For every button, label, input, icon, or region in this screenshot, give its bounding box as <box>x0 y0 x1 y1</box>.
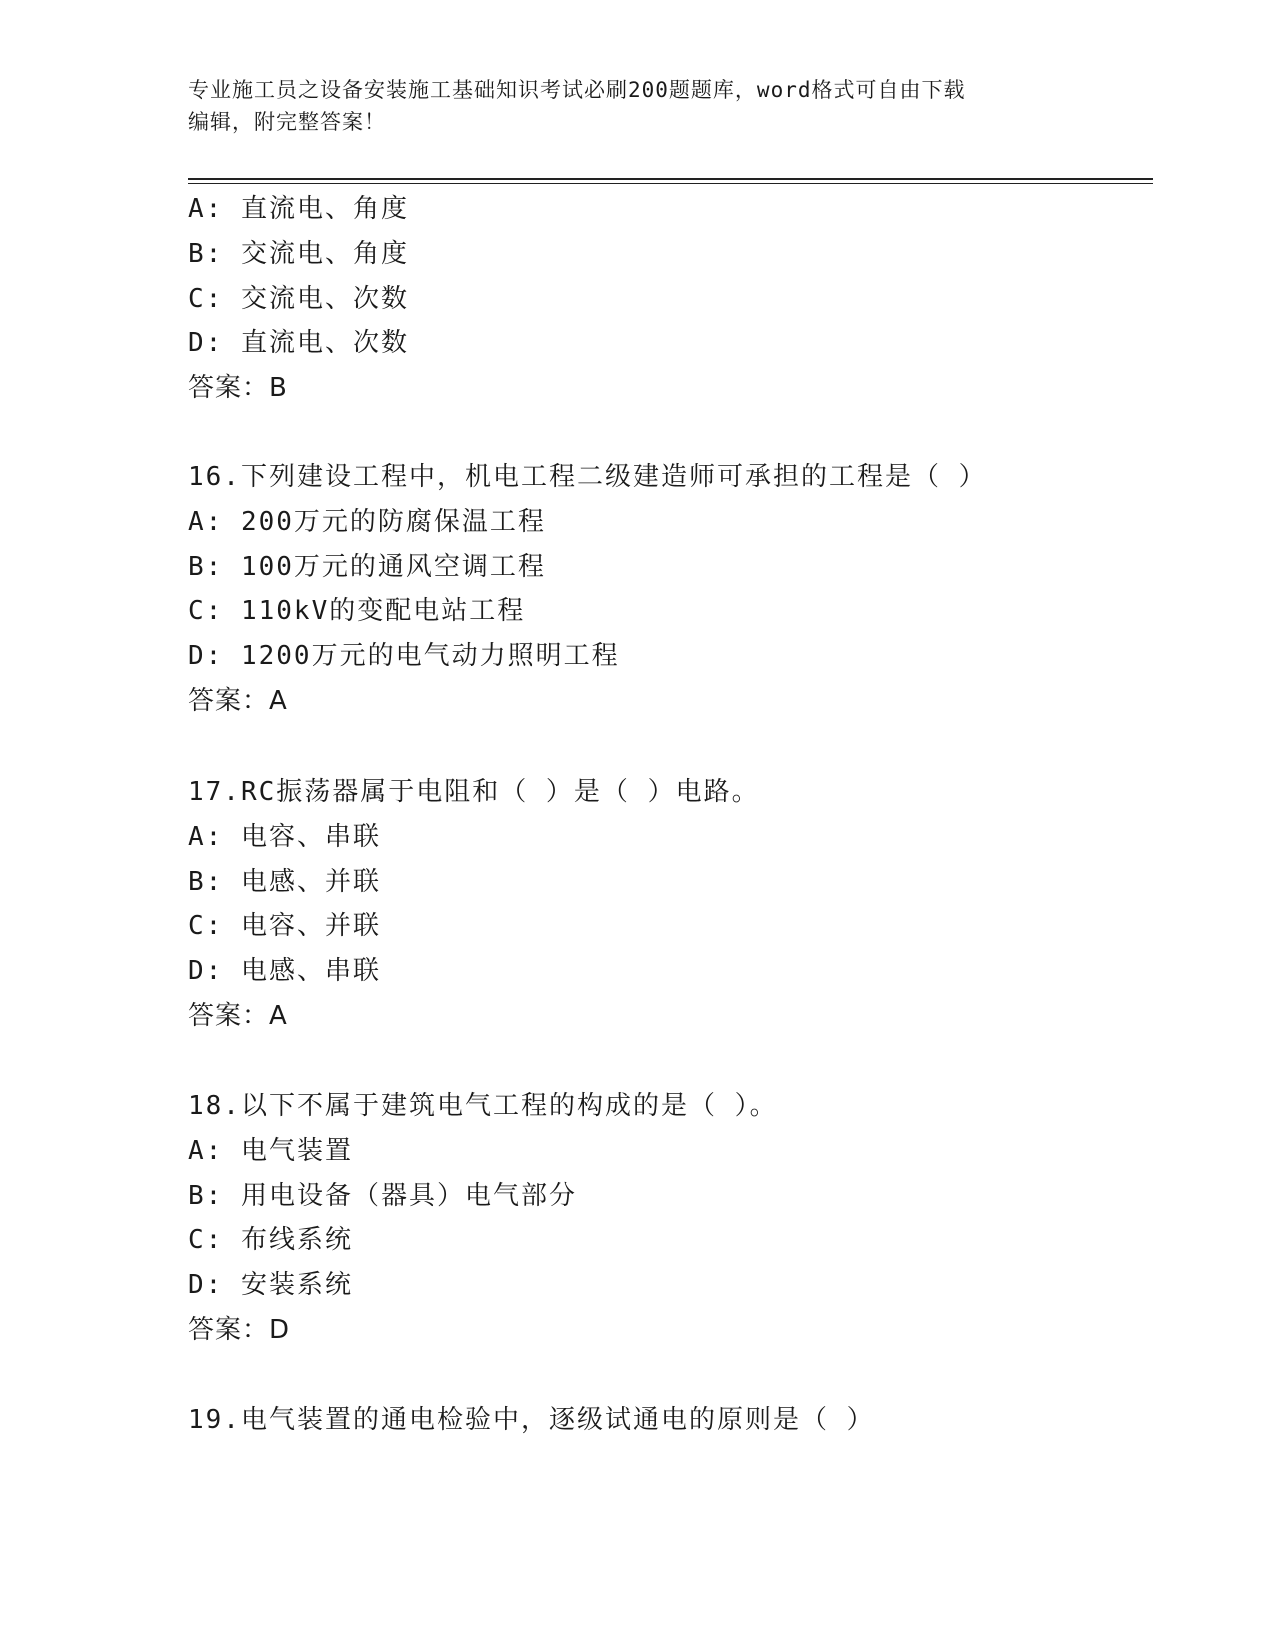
q16-option-b: B: 100万元的通风空调工程 <box>188 552 546 582</box>
q16-question: 16.下列建设工程中，机电工程二级建造师可承担的工程是（ ） <box>188 462 987 492</box>
header-line-2: 编辑，附完整答案！ <box>188 110 386 134</box>
q18-question: 18.以下不属于建筑电气工程的构成的是（ ）。 <box>188 1091 778 1121</box>
q18-option-d: D: 安装系统 <box>188 1270 353 1300</box>
q18-answer: 答案：D <box>188 1315 291 1345</box>
q15-option-a: A: 直流电、角度 <box>188 194 409 224</box>
q17-option-a: A: 电容、串联 <box>188 822 381 852</box>
q17-question: 17.RC振荡器属于电阻和（ ）是（ ）电路。 <box>188 777 760 807</box>
header-divider-thick <box>188 178 1153 180</box>
q16-option-d: D: 1200万元的电气动力照明工程 <box>188 641 620 671</box>
q17-option-d: D: 电感、串联 <box>188 956 381 986</box>
q18-option-a: A: 电气装置 <box>188 1136 353 1166</box>
q16-answer: 答案：A <box>188 686 288 716</box>
q17-option-b: B: 电感、并联 <box>188 867 381 897</box>
q15-option-d: D: 直流电、次数 <box>188 328 409 358</box>
header-line-1: 专业施工员之设备安装施工基础知识考试必刷200题题库，word格式可自由下载 <box>188 78 966 102</box>
header-divider-thin <box>188 183 1153 184</box>
q17-option-c: C: 电容、并联 <box>188 911 381 941</box>
q15-answer: 答案：B <box>188 373 288 403</box>
q16-option-c: C: 110kV的变配电站工程 <box>188 596 526 626</box>
q19-question: 19.电气装置的通电检验中，逐级试通电的原则是（ ） <box>188 1405 875 1435</box>
q15-option-b: B: 交流电、角度 <box>188 239 409 269</box>
q16-option-a: A: 200万元的防腐保温工程 <box>188 507 546 537</box>
q18-option-b: B: 用电设备（器具）电气部分 <box>188 1181 577 1211</box>
q15-option-c: C: 交流电、次数 <box>188 284 409 314</box>
document-header <box>188 74 1088 138</box>
q17-answer: 答案：A <box>188 1001 288 1031</box>
q18-option-c: C: 布线系统 <box>188 1225 353 1255</box>
